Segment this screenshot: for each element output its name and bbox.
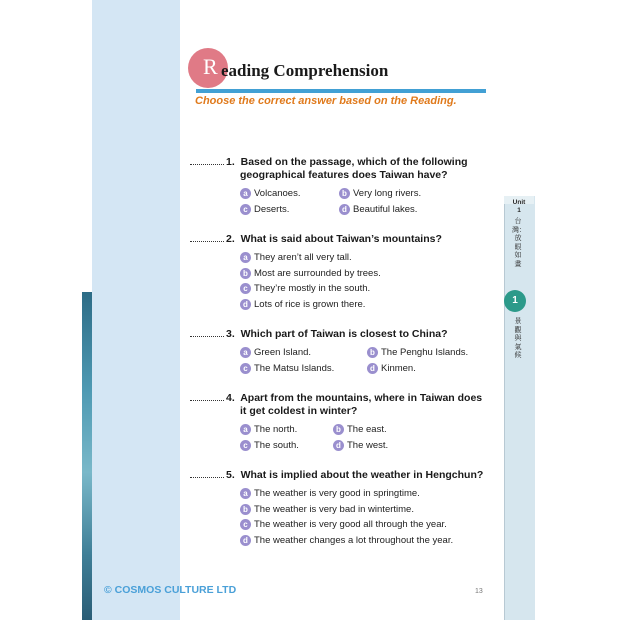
option-letter-badge: b (240, 504, 251, 515)
option-d[interactable] (333, 440, 388, 452)
option-letter-badge: b (240, 268, 251, 279)
question-text-line1: Which part of Taiwan is closest to China? (240, 328, 448, 340)
option-letter-badge: c (240, 204, 251, 215)
question-text-line2: geographical features does Taiwan have? (240, 169, 448, 181)
unit-label (508, 199, 530, 215)
option-letter-badge: a (240, 188, 251, 199)
title-underline (196, 89, 486, 93)
option-text: The weather is very bad in wintertime. (254, 504, 414, 516)
option-text: The east. (347, 424, 387, 436)
question-text-line1: What is implied about the weather in Hengchun? (240, 469, 484, 481)
option-letter-badge: d (240, 535, 251, 546)
question-number: 5. (226, 469, 235, 481)
option-text: Green Island. (254, 347, 312, 359)
option-c[interactable] (240, 363, 334, 375)
question-text-line1: Apart from the mountains, where in Taiwan does (240, 392, 483, 404)
option-letter-badge: c (240, 519, 251, 530)
option-text: The west. (347, 440, 389, 452)
question-5 (190, 469, 483, 482)
unit-word: Unit (512, 199, 526, 206)
answer-blank[interactable] (190, 400, 224, 401)
chapter-number-badge: 1 (504, 290, 526, 312)
option-a[interactable] (240, 488, 420, 500)
option-c[interactable] (240, 283, 370, 295)
page-number: 13 (475, 588, 483, 595)
option-a[interactable] (240, 347, 311, 359)
question-number: 1. (226, 156, 235, 168)
option-letter-badge: a (240, 347, 251, 358)
unit-title-chinese: 台灣：放眼如畫 (512, 218, 526, 268)
left-margin-band (92, 0, 180, 620)
option-text: The north. (254, 424, 298, 436)
question-3 (190, 328, 448, 341)
option-letter-badge: c (240, 283, 251, 294)
option-b[interactable] (339, 188, 421, 200)
option-text: Beautiful lakes. (353, 204, 418, 216)
question-2 (190, 233, 442, 246)
option-b[interactable] (240, 268, 381, 280)
instruction-text: Choose the correct answer based on the Reading. (195, 95, 457, 107)
option-text: The south. (254, 440, 299, 452)
question-text-line1: Based on the passage, which of the following (240, 156, 468, 168)
option-text: The Penghu Islands. (381, 347, 469, 359)
option-text: They’re mostly in the south. (254, 283, 371, 295)
option-a[interactable] (240, 252, 352, 264)
option-letter-badge: b (367, 347, 378, 358)
option-c[interactable] (240, 440, 299, 452)
option-letter-badge: b (339, 188, 350, 199)
option-letter-badge: b (333, 424, 344, 435)
option-letter-badge: d (333, 440, 344, 451)
option-text: They aren’t all very tall. (254, 252, 352, 264)
option-text: Very long rivers. (353, 188, 422, 200)
question-1 (190, 156, 468, 182)
option-d[interactable] (240, 299, 365, 311)
option-a[interactable] (240, 424, 297, 436)
option-d[interactable] (367, 363, 416, 375)
question-text-line1: What is said about Taiwan’s mountains? (240, 233, 442, 245)
option-text: The weather changes a lot throughout the year. (254, 535, 454, 547)
option-text: Kinmen. (381, 363, 416, 375)
option-text: The Matsu Islands. (254, 363, 335, 375)
option-b[interactable] (367, 347, 468, 359)
option-letter-badge: c (240, 440, 251, 451)
option-text: Most are surrounded by trees. (254, 268, 381, 280)
question-number: 4. (226, 392, 235, 404)
answer-blank[interactable] (190, 477, 224, 478)
option-c[interactable] (240, 204, 289, 216)
option-text: Deserts. (254, 204, 290, 216)
question-text-line2: it get coldest in winter? (240, 405, 358, 417)
unit-number: 1 (517, 207, 521, 214)
option-letter-badge: a (240, 424, 251, 435)
option-text: The weather is very good in springtime. (254, 488, 420, 500)
option-letter-badge: d (367, 363, 378, 374)
chapter-title-chinese: 景觀與氣候 (514, 318, 522, 359)
option-letter-badge: a (240, 252, 251, 263)
answer-blank[interactable] (190, 241, 224, 242)
option-c[interactable] (240, 519, 447, 531)
option-letter-badge: d (339, 204, 350, 215)
option-a[interactable] (240, 188, 300, 200)
option-b[interactable] (240, 504, 414, 516)
option-text: Volcanoes. (254, 188, 301, 200)
option-b[interactable] (333, 424, 387, 436)
option-text: The weather is very good all through the year. (254, 519, 447, 531)
question-number: 2. (226, 233, 235, 245)
option-letter-badge: d (240, 299, 251, 310)
answer-blank[interactable] (190, 336, 224, 337)
title-text: eading Comprehension (221, 61, 389, 80)
option-letter-badge: a (240, 488, 251, 499)
question-number: 3. (226, 328, 235, 340)
title-initial: R (203, 54, 218, 79)
option-d[interactable] (240, 535, 453, 547)
option-text: Lots of rice is grown there. (254, 299, 366, 311)
left-photo-strip (82, 292, 92, 620)
option-letter-badge: c (240, 363, 251, 374)
answer-blank[interactable] (190, 164, 224, 165)
copyright-watermark: © COSMOS CULTURE LTD (104, 584, 237, 596)
question-4 (190, 392, 482, 418)
option-d[interactable] (339, 204, 417, 216)
